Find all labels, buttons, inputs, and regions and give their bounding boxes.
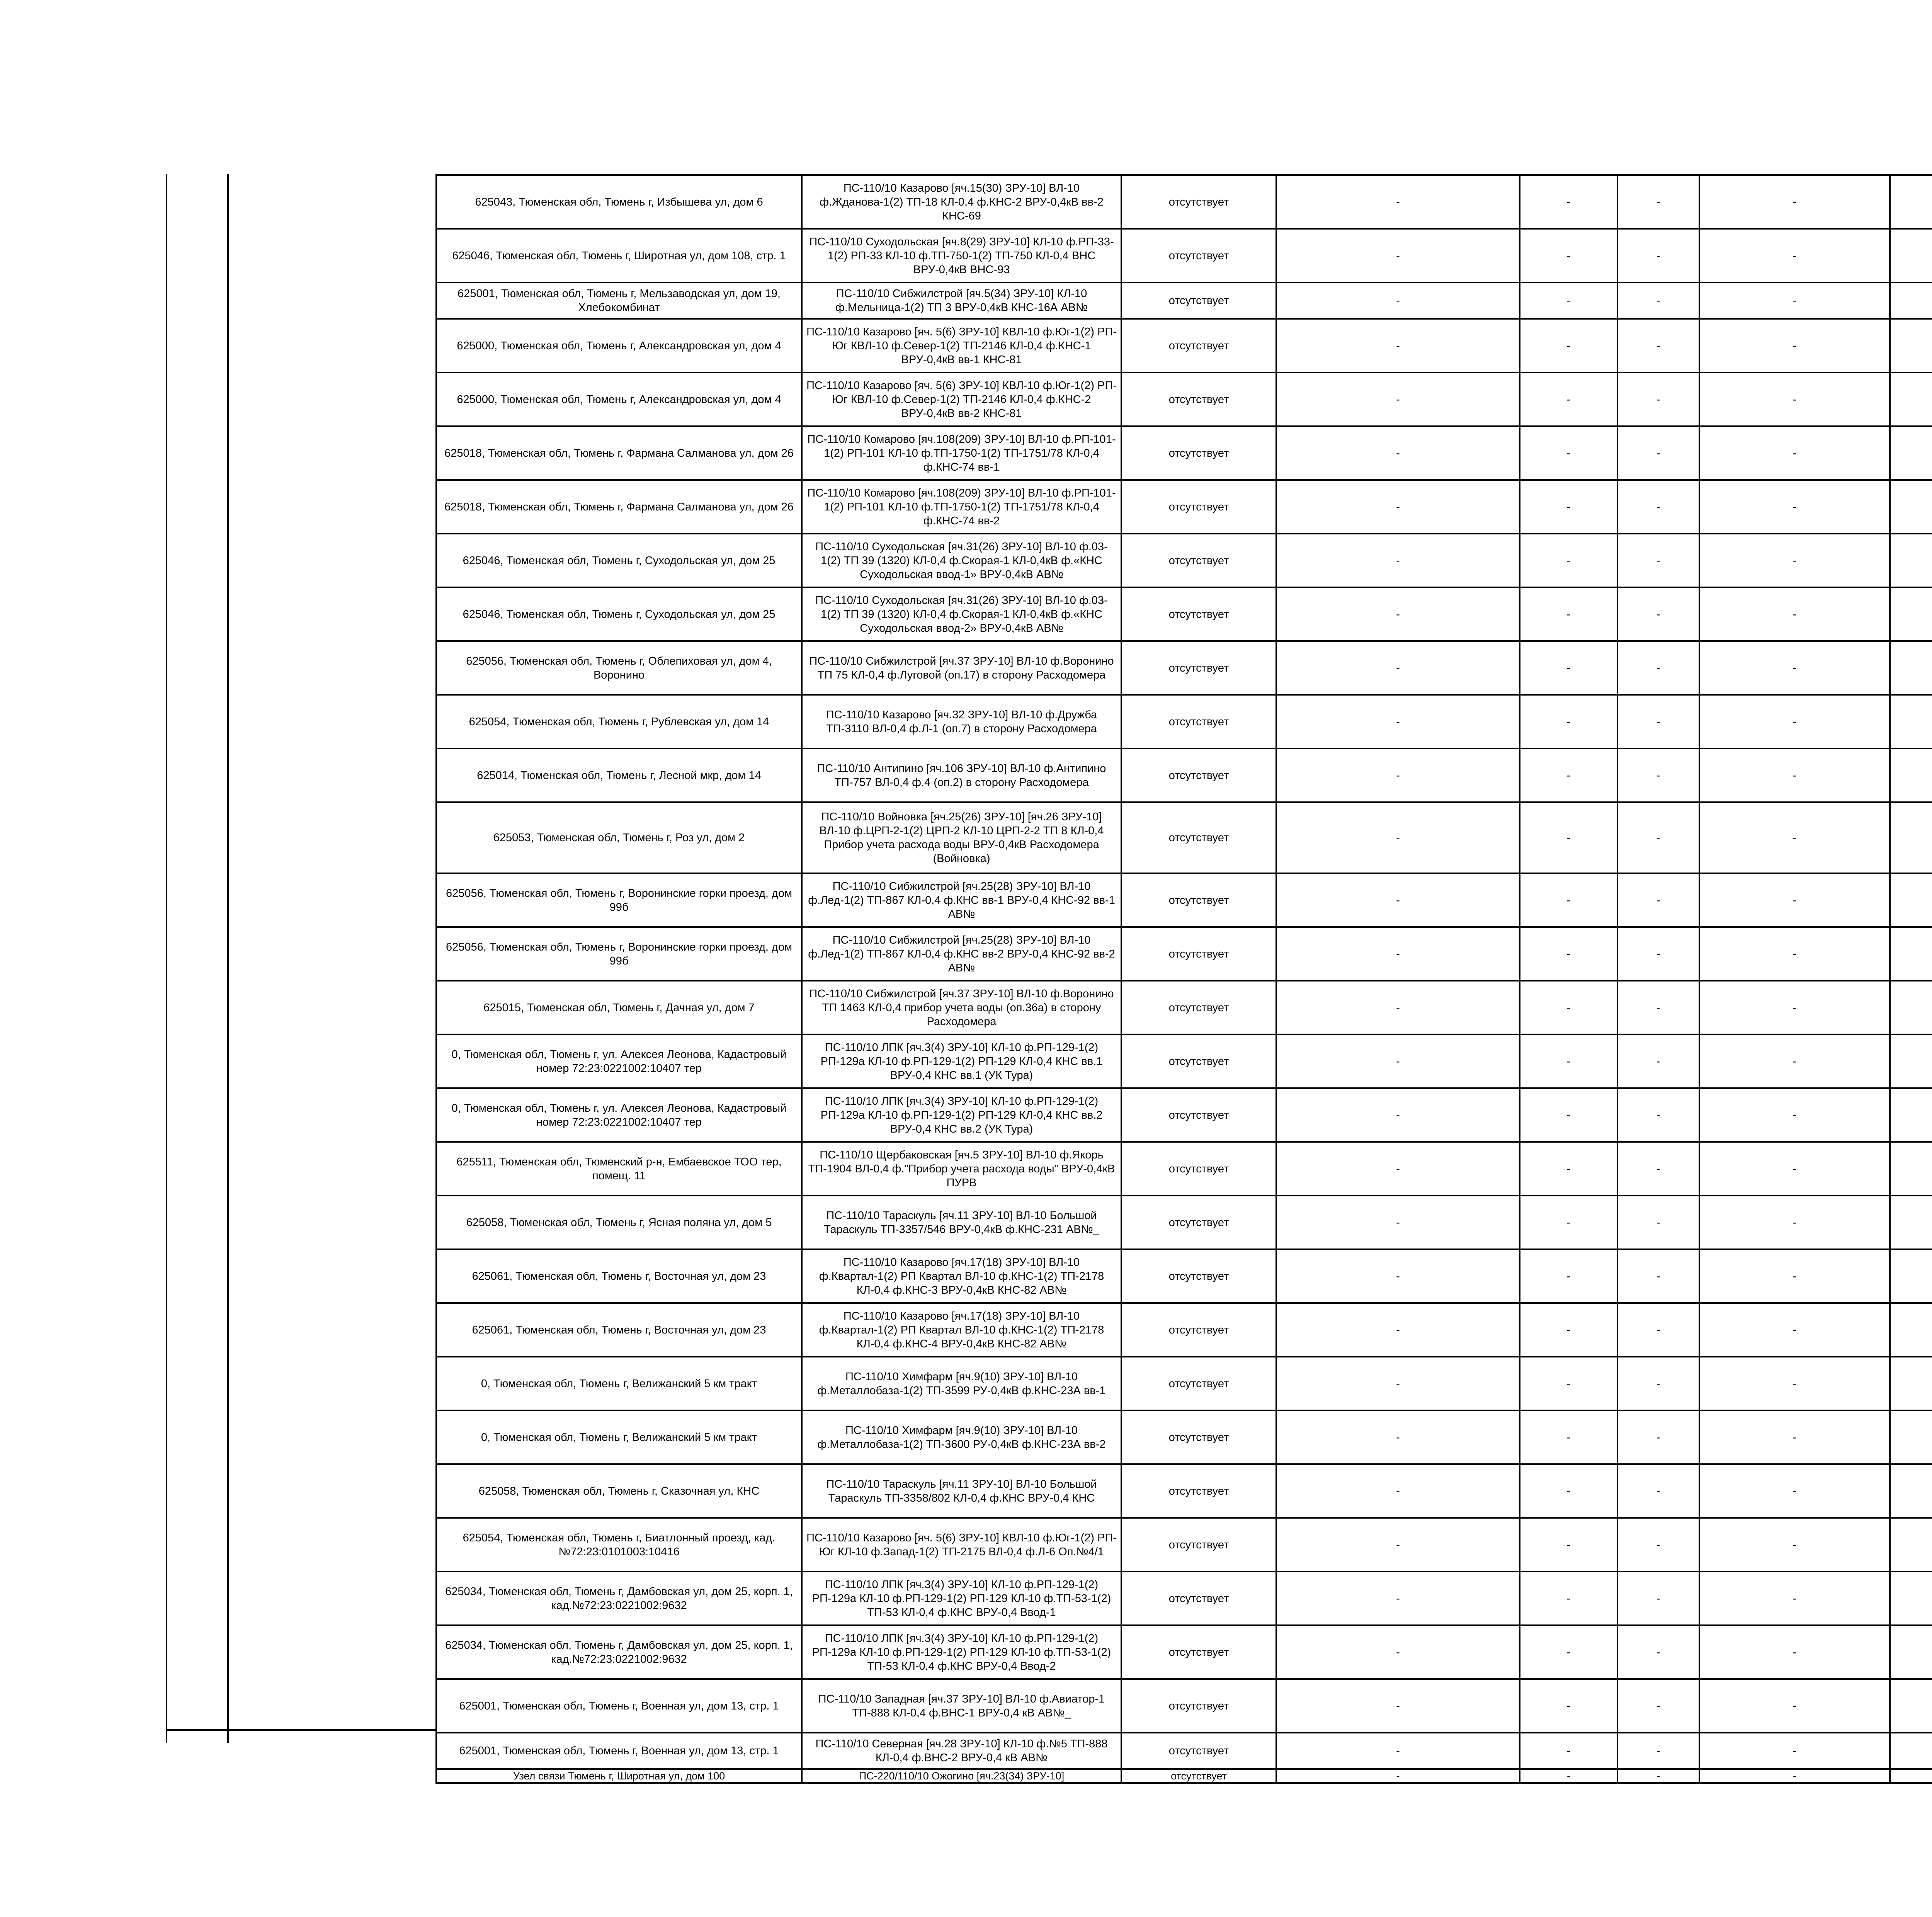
value-cell-8 — [1890, 695, 1932, 748]
value-cell-7: - — [1699, 748, 1890, 802]
value-cell-6: - — [1617, 981, 1699, 1034]
connection-cell: ПС-110/10 Суходольская [яч.8(29) ЗРУ-10] КЛ-10 ф.РП-33-1(2) РП-33 КЛ-10 ф.ТП-750-1(2) ТП-750 КЛ-0,4 ВНС ВРУ-0,4кВ ВНС-93 — [802, 229, 1121, 282]
value-cell-8 — [1890, 373, 1932, 426]
meter-cell: отсутствует — [1121, 981, 1276, 1034]
meter-cell: отсутствует — [1121, 1769, 1276, 1783]
table-row — [436, 229, 1932, 282]
value-cell-6: - — [1617, 1088, 1699, 1142]
value-cell-5: - — [1520, 1088, 1617, 1142]
connection-cell: ПС-110/10 Сибжилстрой [яч.37 ЗРУ-10] ВЛ-10 ф.Воронино ТП 75 КЛ-0,4 ф.Луговой (оп.17) в сторону Расходомера — [802, 641, 1121, 695]
meter-cell: отсутствует — [1121, 641, 1276, 695]
table-row — [436, 1142, 1932, 1196]
value-cell-7: - — [1699, 1303, 1890, 1357]
value-cell-7: - — [1699, 873, 1890, 927]
table-row — [436, 802, 1932, 873]
table-row — [436, 1625, 1932, 1679]
value-cell-8 — [1890, 1357, 1932, 1410]
value-cell-5: - — [1520, 426, 1617, 480]
value-cell-7: - — [1699, 534, 1890, 587]
table-row — [436, 1303, 1932, 1357]
connection-cell: ПС-110/10 Суходольская [яч.31(26) ЗРУ-10] ВЛ-10 ф.03-1(2) ТП 39 (1320) КЛ-0,4 ф.Скорая-1 КЛ-0,4кВ ф.«КНС Суходольская ввод-2» ВРУ-0,4кВ АВ№ — [802, 587, 1121, 641]
value-cell-8 — [1890, 426, 1932, 480]
value-cell-6: - — [1617, 1625, 1699, 1679]
connection-cell: ПС-110/10 Войновка [яч.25(26) ЗРУ-10] [яч.26 ЗРУ-10] ВЛ-10 ф.ЦРП-2-1(2) ЦРП-2 КЛ-10 ЦРП-2-2 ТП 8 КЛ-0,4 Прибор учета расхода воды ВРУ-0,4кВ Расходомера (Войновка) — [802, 802, 1121, 873]
address-cell: 0, Тюменская обл, Тюмень г, ул. Алексея Леонова, Кадастровый номер 72:23:0221002:10407 тер — [436, 1034, 802, 1088]
connection-cell: ПС-220/110/10 Ожогино [яч.23(34) ЗРУ-10] — [802, 1769, 1121, 1783]
value-cell-7: - — [1699, 1410, 1890, 1464]
value-cell-7: - — [1699, 587, 1890, 641]
value-cell-7: - — [1699, 802, 1890, 873]
value-cell-8 — [1890, 175, 1932, 229]
connection-cell: ПС-110/10 Казарово [яч.17(18) ЗРУ-10] ВЛ-10 ф.Квартал-1(2) РП Квартал ВЛ-10 ф.КНС-1(2) ТП-2178 КЛ-0,4 ф.КНС-4 ВРУ-0,4кВ КНС-82 АВ№ — [802, 1303, 1121, 1357]
value-cell-7: - — [1699, 426, 1890, 480]
table-row — [436, 534, 1932, 587]
value-cell-6: - — [1617, 1733, 1699, 1769]
meter-cell: отсутствует — [1121, 426, 1276, 480]
meter-cell: отсутствует — [1121, 1249, 1276, 1303]
value-cell-5: - — [1520, 981, 1617, 1034]
connection-cell: ПС-110/10 Сибжилстрой [яч.37 ЗРУ-10] ВЛ-10 ф.Воронино ТП 1463 КЛ-0,4 прибор учета воды (оп.36а) в сторону Расходомера — [802, 981, 1121, 1034]
connection-cell: ПС-110/10 Антипино [яч.106 ЗРУ-10] ВЛ-10 ф.Антипино ТП-757 ВЛ-0,4 ф.4 (оп.2) в сторону Расходомера — [802, 748, 1121, 802]
value-cell-8 — [1890, 1196, 1932, 1249]
value-cell-5: - — [1520, 282, 1617, 319]
meter-cell: отсутствует — [1121, 1142, 1276, 1196]
value-cell-6: - — [1617, 873, 1699, 927]
address-cell: 625056, Тюменская обл, Тюмень г, Облепиховая ул, дом 4, Воронино — [436, 641, 802, 695]
connection-cell: ПС-110/10 ЛПК [яч.3(4) ЗРУ-10] КЛ-10 ф.РП-129-1(2) РП-129а КЛ-10 ф.РП-129-1(2) РП-129 КЛ-10 ф.ТП-53-1(2) ТП-53 КЛ-0,4 ф.КНС ВРУ-0,4 Ввод-1 — [802, 1572, 1121, 1625]
value-cell-7: - — [1699, 1625, 1890, 1679]
value-cell-4: - — [1276, 1196, 1520, 1249]
value-cell-4: - — [1276, 1357, 1520, 1410]
value-cell-4: - — [1276, 282, 1520, 319]
connection-cell: ПС-110/10 Сибжилстрой [яч.5(34) ЗРУ-10] КЛ-10 ф.Мельница-1(2) ТП 3 ВРУ-0,4кВ КНС-16А АВ№ — [802, 282, 1121, 319]
value-cell-6: - — [1617, 1249, 1699, 1303]
table-row — [436, 1034, 1932, 1088]
value-cell-8 — [1890, 282, 1932, 319]
value-cell-4: - — [1276, 1679, 1520, 1733]
connection-cell: ПС-110/10 Комарово [яч.108(209) ЗРУ-10] ВЛ-10 ф.РП-101-1(2) РП-101 КЛ-10 ф.ТП-1750-1(2) ТП-1751/78 КЛ-0,4 ф.КНС-74 вв-1 — [802, 426, 1121, 480]
value-cell-8 — [1890, 873, 1932, 927]
value-cell-7: - — [1699, 1249, 1890, 1303]
address-cell: 0, Тюменская обл, Тюмень г, Велижанский 5 км тракт — [436, 1410, 802, 1464]
meter-cell: отсутствует — [1121, 1625, 1276, 1679]
value-cell-4: - — [1276, 1769, 1520, 1783]
meter-cell: отсутствует — [1121, 1733, 1276, 1769]
value-cell-8 — [1890, 1518, 1932, 1572]
address-cell: 0, Тюменская обл, Тюмень г, Велижанский 5 км тракт — [436, 1357, 802, 1410]
value-cell-6: - — [1617, 282, 1699, 319]
address-cell: 625046, Тюменская обл, Тюмень г, Широтная ул, дом 108, стр. 1 — [436, 229, 802, 282]
value-cell-7: - — [1699, 1142, 1890, 1196]
value-cell-5: - — [1520, 927, 1617, 981]
meter-cell: отсутствует — [1121, 1196, 1276, 1249]
table-row — [436, 1410, 1932, 1464]
address-cell: 625001, Тюменская обл, Тюмень г, Военная ул, дом 13, стр. 1 — [436, 1733, 802, 1769]
address-cell: 625043, Тюменская обл, Тюмень г, Избышева ул, дом 6 — [436, 175, 802, 229]
address-cell: 625001, Тюменская обл, Тюмень г, Мельзаводская ул, дом 19, Хлебокомбинат — [436, 282, 802, 319]
value-cell-7: - — [1699, 1572, 1890, 1625]
address-cell: 625058, Тюменская обл, Тюмень г, Ясная поляна ул, дом 5 — [436, 1196, 802, 1249]
value-cell-8 — [1890, 641, 1932, 695]
value-cell-8 — [1890, 1034, 1932, 1088]
value-cell-4: - — [1276, 1249, 1520, 1303]
value-cell-8 — [1890, 748, 1932, 802]
address-cell: 625056, Тюменская обл, Тюмень г, Воронинские горки проезд, дом 99б — [436, 927, 802, 981]
value-cell-4: - — [1276, 1088, 1520, 1142]
address-cell: 625000, Тюменская обл, Тюмень г, Александровская ул, дом 4 — [436, 373, 802, 426]
table-row — [436, 641, 1932, 695]
address-cell: 625046, Тюменская обл, Тюмень г, Суходольская ул, дом 25 — [436, 534, 802, 587]
left-border-line-1 — [166, 174, 167, 1743]
value-cell-7: - — [1699, 1034, 1890, 1088]
value-cell-6: - — [1617, 1410, 1699, 1464]
value-cell-5: - — [1520, 1196, 1617, 1249]
table-row — [436, 1679, 1932, 1733]
value-cell-5: - — [1520, 1518, 1617, 1572]
value-cell-7: - — [1699, 1518, 1890, 1572]
value-cell-6: - — [1617, 1679, 1699, 1733]
value-cell-5: - — [1520, 1034, 1617, 1088]
value-cell-4: - — [1276, 1625, 1520, 1679]
value-cell-5: - — [1520, 695, 1617, 748]
connection-cell: ПС-110/10 Суходольская [яч.31(26) ЗРУ-10] ВЛ-10 ф.03-1(2) ТП 39 (1320) КЛ-0,4 ф.Скорая-1 КЛ-0,4кВ ф.«КНС Суходольская ввод-1» ВРУ-0,4кВ АВ№ — [802, 534, 1121, 587]
table-row — [436, 587, 1932, 641]
value-cell-6: - — [1617, 1196, 1699, 1249]
value-cell-5: - — [1520, 480, 1617, 534]
table-row — [436, 1464, 1932, 1518]
connection-cell: ПС-110/10 Тараскуль [яч.11 ЗРУ-10] ВЛ-10 Большой Тараскуль ТП-3357/546 ВРУ-0,4кВ ф.КНС-231 АВ№_ — [802, 1196, 1121, 1249]
left-border-bottom — [166, 1729, 436, 1731]
table-row — [436, 1196, 1932, 1249]
value-cell-4: - — [1276, 748, 1520, 802]
value-cell-8 — [1890, 927, 1932, 981]
table-row — [436, 1518, 1932, 1572]
value-cell-4: - — [1276, 981, 1520, 1034]
value-cell-5: - — [1520, 534, 1617, 587]
value-cell-6: - — [1617, 319, 1699, 373]
value-cell-6: - — [1617, 1034, 1699, 1088]
value-cell-5: - — [1520, 1249, 1617, 1303]
connection-cell: ПС-110/10 Химфарм [яч.9(10) ЗРУ-10] ВЛ-10 ф.Металлобаза-1(2) ТП-3600 РУ-0,4кВ ф.КНС-23А вв-2 — [802, 1410, 1121, 1464]
address-cell: 625053, Тюменская обл, Тюмень г, Роз ул, дом 2 — [436, 802, 802, 873]
address-cell: 625046, Тюменская обл, Тюмень г, Суходольская ул, дом 25 — [436, 587, 802, 641]
address-cell: 625014, Тюменская обл, Тюмень г, Лесной мкр, дом 14 — [436, 748, 802, 802]
value-cell-8 — [1890, 1249, 1932, 1303]
meter-cell: отсутствует — [1121, 480, 1276, 534]
address-cell: 0, Тюменская обл, Тюмень г, ул. Алексея Леонова, Кадастровый номер 72:23:0221002:10407 тер — [436, 1088, 802, 1142]
address-cell: 625511, Тюменская обл, Тюменский р-н, Ембаевское ТОО тер, помещ. 11 — [436, 1142, 802, 1196]
address-cell: 625054, Тюменская обл, Тюмень г, Биатлонный проезд, кад.№72:23:0101003:10416 — [436, 1518, 802, 1572]
value-cell-5: - — [1520, 802, 1617, 873]
table-row — [436, 748, 1932, 802]
address-cell: 625061, Тюменская обл, Тюмень г, Восточная ул, дом 23 — [436, 1249, 802, 1303]
table-row — [436, 426, 1932, 480]
value-cell-6: - — [1617, 1303, 1699, 1357]
address-cell: 625034, Тюменская обл, Тюмень г, Дамбовская ул, дом 25, корп. 1, кад.№72:23:0221002:9632 — [436, 1625, 802, 1679]
table-row — [436, 175, 1932, 229]
value-cell-4: - — [1276, 1034, 1520, 1088]
value-cell-8 — [1890, 587, 1932, 641]
table-body — [436, 175, 1932, 1783]
meter-cell: отсутствует — [1121, 1572, 1276, 1625]
value-cell-7: - — [1699, 981, 1890, 1034]
value-cell-5: - — [1520, 641, 1617, 695]
value-cell-5: - — [1520, 1572, 1617, 1625]
meter-cell: отсутствует — [1121, 748, 1276, 802]
left-border-line-2 — [227, 174, 229, 1743]
value-cell-7: - — [1699, 641, 1890, 695]
value-cell-7: - — [1699, 1088, 1890, 1142]
table-row — [436, 480, 1932, 534]
meter-cell: отсутствует — [1121, 175, 1276, 229]
value-cell-5: - — [1520, 1303, 1617, 1357]
value-cell-4: - — [1276, 873, 1520, 927]
address-cell: 625034, Тюменская обл, Тюмень г, Дамбовская ул, дом 25, корп. 1, кад.№72:23:0221002:9632 — [436, 1572, 802, 1625]
connection-cell: ПС-110/10 Казарово [яч.17(18) ЗРУ-10] ВЛ-10 ф.Квартал-1(2) РП Квартал ВЛ-10 ф.КНС-1(2) ТП-2178 КЛ-0,4 ф.КНС-3 ВРУ-0,4кВ КНС-82 АВ№ — [802, 1249, 1121, 1303]
table-row — [436, 319, 1932, 373]
value-cell-6: - — [1617, 1464, 1699, 1518]
value-cell-5: - — [1520, 229, 1617, 282]
value-cell-6: - — [1617, 1769, 1699, 1783]
address-cell: 625061, Тюменская обл, Тюмень г, Восточная ул, дом 23 — [436, 1303, 802, 1357]
value-cell-6: - — [1617, 534, 1699, 587]
address-cell: 625054, Тюменская обл, Тюмень г, Рублевская ул, дом 14 — [436, 695, 802, 748]
connection-cell: ПС-110/10 Казарово [яч.32 ЗРУ-10] ВЛ-10 ф.Дружба ТП-3110 ВЛ-0,4 ф.Л-1 (оп.7) в сторону Расходомера — [802, 695, 1121, 748]
value-cell-8 — [1890, 534, 1932, 587]
table-row — [436, 1088, 1932, 1142]
value-cell-4: - — [1276, 1464, 1520, 1518]
meter-cell: отсутствует — [1121, 587, 1276, 641]
meter-cell: отсутствует — [1121, 229, 1276, 282]
table-row — [436, 927, 1932, 981]
value-cell-5: - — [1520, 1733, 1617, 1769]
value-cell-8 — [1890, 1410, 1932, 1464]
value-cell-4: - — [1276, 1572, 1520, 1625]
value-cell-5: - — [1520, 1625, 1617, 1679]
value-cell-5: - — [1520, 1357, 1617, 1410]
connection-cell: ПС-110/10 Казарово [яч. 5(6) ЗРУ-10] КВЛ-10 ф.Юг-1(2) РП-Юг КЛ-10 ф.Запад-1(2) ТП-2175 ВЛ-0,4 ф.Л-6 Оп.№4/1 — [802, 1518, 1121, 1572]
value-cell-4: - — [1276, 587, 1520, 641]
connection-cell: ПС-110/10 Химфарм [яч.9(10) ЗРУ-10] ВЛ-10 ф.Металлобаза-1(2) ТП-3599 РУ-0,4кВ ф.КНС-23А вв-1 — [802, 1357, 1121, 1410]
data-table — [435, 174, 1932, 1784]
connection-cell: ПС-110/10 ЛПК [яч.3(4) ЗРУ-10] КЛ-10 ф.РП-129-1(2) РП-129а КЛ-10 ф.РП-129-1(2) РП-129 КЛ-0,4 КНС вв.2 ВРУ-0,4 КНС вв.2 (УК Тура) — [802, 1088, 1121, 1142]
value-cell-7: - — [1699, 480, 1890, 534]
meter-cell: отсутствует — [1121, 802, 1276, 873]
table-row — [436, 1357, 1932, 1410]
table-row — [436, 695, 1932, 748]
value-cell-4: - — [1276, 695, 1520, 748]
meter-cell: отсутствует — [1121, 373, 1276, 426]
address-cell: Узел связи Тюмень г, Широтная ул, дом 100 — [436, 1769, 802, 1783]
value-cell-5: - — [1520, 373, 1617, 426]
value-cell-6: - — [1617, 1572, 1699, 1625]
value-cell-6: - — [1617, 1142, 1699, 1196]
value-cell-5: - — [1520, 873, 1617, 927]
value-cell-5: - — [1520, 1679, 1617, 1733]
value-cell-4: - — [1276, 1142, 1520, 1196]
address-cell: 625000, Тюменская обл, Тюмень г, Александровская ул, дом 4 — [436, 319, 802, 373]
value-cell-8 — [1890, 1769, 1932, 1783]
meter-cell: отсутствует — [1121, 1088, 1276, 1142]
table-row — [436, 1249, 1932, 1303]
meter-cell: отсутствует — [1121, 282, 1276, 319]
connection-cell: ПС-110/10 Сибжилстрой [яч.25(28) ЗРУ-10] ВЛ-10 ф.Лед-1(2) ТП-867 КЛ-0,4 ф.КНС вв-2 ВРУ-0,4 КНС-92 вв-2 АВ№ — [802, 927, 1121, 981]
meter-cell: отсутствует — [1121, 695, 1276, 748]
value-cell-4: - — [1276, 229, 1520, 282]
value-cell-8 — [1890, 229, 1932, 282]
value-cell-5: - — [1520, 1410, 1617, 1464]
connection-cell: ПС-110/10 Северная [яч.28 ЗРУ-10] КЛ-10 ф.№5 ТП-888 КЛ-0,4 ф.ВНС-2 ВРУ-0,4 кВ АВ№ — [802, 1733, 1121, 1769]
connection-cell: ПС-110/10 Комарово [яч.108(209) ЗРУ-10] ВЛ-10 ф.РП-101-1(2) РП-101 КЛ-10 ф.ТП-1750-1(2) ТП-1751/78 КЛ-0,4 ф.КНС-74 вв-2 — [802, 480, 1121, 534]
meter-cell: отсутствует — [1121, 534, 1276, 587]
value-cell-4: - — [1276, 373, 1520, 426]
connection-cell: ПС-110/10 ЛПК [яч.3(4) ЗРУ-10] КЛ-10 ф.РП-129-1(2) РП-129а КЛ-10 ф.РП-129-1(2) РП-129 КЛ-0,4 КНС вв.1 ВРУ-0,4 КНС вв.1 (УК Тура) — [802, 1034, 1121, 1088]
value-cell-7: - — [1699, 373, 1890, 426]
value-cell-6: - — [1617, 927, 1699, 981]
value-cell-4: - — [1276, 1303, 1520, 1357]
address-cell: 625018, Тюменская обл, Тюмень г, Фармана Салманова ул, дом 26 — [436, 480, 802, 534]
value-cell-8 — [1890, 1733, 1932, 1769]
value-cell-6: - — [1617, 480, 1699, 534]
value-cell-8 — [1890, 1464, 1932, 1518]
value-cell-5: - — [1520, 319, 1617, 373]
address-cell: 625058, Тюменская обл, Тюмень г, Сказочная ул, КНС — [436, 1464, 802, 1518]
table-row — [436, 981, 1932, 1034]
value-cell-4: - — [1276, 319, 1520, 373]
meter-cell: отсутствует — [1121, 1357, 1276, 1410]
value-cell-8 — [1890, 802, 1932, 873]
value-cell-8 — [1890, 319, 1932, 373]
connection-cell: ПС-110/10 Западная [яч.37 ЗРУ-10] ВЛ-10 ф.Авиатор-1 ТП-888 КЛ-0,4 ф.ВНС-1 ВРУ-0,4 кВ АВ№_ — [802, 1679, 1121, 1733]
meter-cell: отсутствует — [1121, 1034, 1276, 1088]
value-cell-7: - — [1699, 1196, 1890, 1249]
value-cell-7: - — [1699, 229, 1890, 282]
value-cell-7: - — [1699, 1357, 1890, 1410]
value-cell-8 — [1890, 1625, 1932, 1679]
value-cell-8 — [1890, 981, 1932, 1034]
value-cell-5: - — [1520, 1769, 1617, 1783]
value-cell-7: - — [1699, 175, 1890, 229]
address-cell: 625001, Тюменская обл, Тюмень г, Военная ул, дом 13, стр. 1 — [436, 1679, 802, 1733]
meter-cell: отсутствует — [1121, 1464, 1276, 1518]
value-cell-6: - — [1617, 748, 1699, 802]
value-cell-8 — [1890, 1303, 1932, 1357]
value-cell-8 — [1890, 480, 1932, 534]
value-cell-7: - — [1699, 319, 1890, 373]
value-cell-5: - — [1520, 748, 1617, 802]
value-cell-4: - — [1276, 802, 1520, 873]
value-cell-6: - — [1617, 1518, 1699, 1572]
table-row — [436, 1733, 1932, 1769]
value-cell-8 — [1890, 1142, 1932, 1196]
value-cell-6: - — [1617, 802, 1699, 873]
value-cell-5: - — [1520, 1464, 1617, 1518]
value-cell-7: - — [1699, 282, 1890, 319]
value-cell-4: - — [1276, 1410, 1520, 1464]
value-cell-6: - — [1617, 641, 1699, 695]
connection-cell: ПС-110/10 Щербаковская [яч.5 ЗРУ-10] ВЛ-10 ф.Якорь ТП-1904 ВЛ-0,4 ф."Прибор учета расхода воды" ВРУ-0,4кВ ПУРВ — [802, 1142, 1121, 1196]
value-cell-4: - — [1276, 480, 1520, 534]
value-cell-6: - — [1617, 695, 1699, 748]
value-cell-5: - — [1520, 175, 1617, 229]
value-cell-7: - — [1699, 927, 1890, 981]
address-cell: 625018, Тюменская обл, Тюмень г, Фармана Салманова ул, дом 26 — [436, 426, 802, 480]
value-cell-7: - — [1699, 1733, 1890, 1769]
value-cell-7: - — [1699, 695, 1890, 748]
value-cell-6: - — [1617, 229, 1699, 282]
value-cell-8 — [1890, 1088, 1932, 1142]
value-cell-4: - — [1276, 534, 1520, 587]
table-row — [436, 373, 1932, 426]
meter-cell: отсутствует — [1121, 873, 1276, 927]
connection-cell: ПС-110/10 Тараскуль [яч.11 ЗРУ-10] ВЛ-10 Большой Тараскуль ТП-3358/802 КЛ-0,4 ф.КНС ВРУ-0,4 КНС — [802, 1464, 1121, 1518]
value-cell-5: - — [1520, 587, 1617, 641]
meter-cell: отсутствует — [1121, 1518, 1276, 1572]
table-row — [436, 1572, 1932, 1625]
table-row — [436, 282, 1932, 319]
value-cell-4: - — [1276, 641, 1520, 695]
meter-cell: отсутствует — [1121, 1303, 1276, 1357]
connection-cell: ПС-110/10 Казарово [яч. 5(6) ЗРУ-10] КВЛ-10 ф.Юг-1(2) РП-Юг КВЛ-10 ф.Север-1(2) ТП-2146 КЛ-0,4 ф.КНС-2 ВРУ-0,4кВ вв-2 КНС-81 — [802, 373, 1121, 426]
value-cell-8 — [1890, 1572, 1932, 1625]
value-cell-6: - — [1617, 175, 1699, 229]
address-cell: 625056, Тюменская обл, Тюмень г, Воронинские горки проезд, дом 99б — [436, 873, 802, 927]
value-cell-4: - — [1276, 1733, 1520, 1769]
value-cell-7: - — [1699, 1769, 1890, 1783]
value-cell-7: - — [1699, 1464, 1890, 1518]
meter-cell: отсутствует — [1121, 1410, 1276, 1464]
table-row — [436, 1769, 1932, 1783]
value-cell-4: - — [1276, 1518, 1520, 1572]
meter-cell: отсутствует — [1121, 319, 1276, 373]
value-cell-8 — [1890, 1679, 1932, 1733]
value-cell-4: - — [1276, 927, 1520, 981]
value-cell-6: - — [1617, 1357, 1699, 1410]
value-cell-4: - — [1276, 175, 1520, 229]
value-cell-5: - — [1520, 1142, 1617, 1196]
connection-cell: ПС-110/10 Казарово [яч.15(30) ЗРУ-10] ВЛ-10 ф.Жданова-1(2) ТП-18 КЛ-0,4 ф.КНС-2 ВРУ-0,4кВ вв-2 КНС-69 — [802, 175, 1121, 229]
connection-cell: ПС-110/10 ЛПК [яч.3(4) ЗРУ-10] КЛ-10 ф.РП-129-1(2) РП-129а КЛ-10 ф.РП-129-1(2) РП-129 КЛ-10 ф.ТП-53-1(2) ТП-53 КЛ-0,4 ф.КНС ВРУ-0,4 Ввод-2 — [802, 1625, 1121, 1679]
meter-cell: отсутствует — [1121, 927, 1276, 981]
value-cell-6: - — [1617, 373, 1699, 426]
address-cell: 625015, Тюменская обл, Тюмень г, Дачная ул, дом 7 — [436, 981, 802, 1034]
table-row — [436, 873, 1932, 927]
connection-cell: ПС-110/10 Казарово [яч. 5(6) ЗРУ-10] КВЛ-10 ф.Юг-1(2) РП-Юг КВЛ-10 ф.Север-1(2) ТП-2146 КЛ-0,4 ф.КНС-1 ВРУ-0,4кВ вв-1 КНС-81 — [802, 319, 1121, 373]
value-cell-4: - — [1276, 426, 1520, 480]
value-cell-6: - — [1617, 426, 1699, 480]
value-cell-7: - — [1699, 1679, 1890, 1733]
connection-cell: ПС-110/10 Сибжилстрой [яч.25(28) ЗРУ-10] ВЛ-10 ф.Лед-1(2) ТП-867 КЛ-0,4 ф.КНС вв-1 ВРУ-0,4 КНС-92 вв-1 АВ№ — [802, 873, 1121, 927]
meter-cell: отсутствует — [1121, 1679, 1276, 1733]
value-cell-6: - — [1617, 587, 1699, 641]
